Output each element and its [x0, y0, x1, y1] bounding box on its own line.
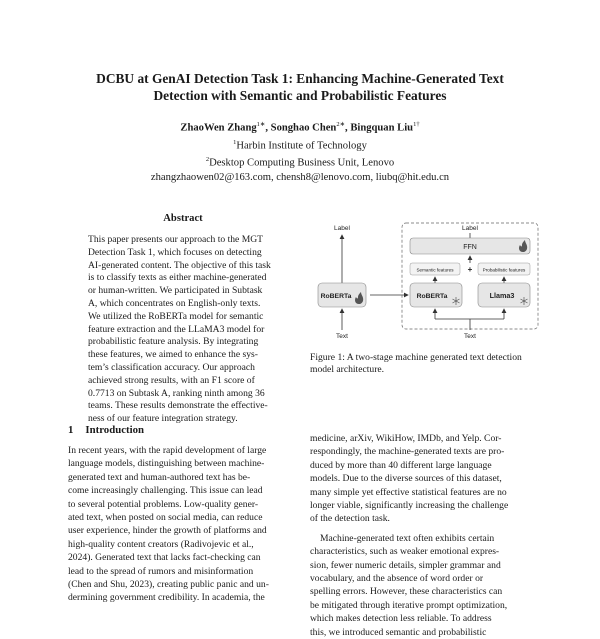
- affiliation-2: [40, 153, 560, 171]
- affiliation-1-text: Harbin Institute of Technology: [236, 140, 367, 152]
- title-line-1: DCBU at GenAI Detection Task 1: Enhancing Machine-Generated Text: [96, 71, 504, 86]
- body-line: In recent years, with the rapid development of large: [68, 445, 267, 456]
- body-line: sion, fewer numeric details, simpler grammar and: [310, 559, 501, 571]
- body-line: characteristics, such as weaker emotional expres-: [310, 546, 500, 558]
- abstract-heading: Abstract: [163, 213, 203, 224]
- body-line: user experience, hinder the growth of platforms and: [68, 525, 267, 537]
- body-line: generated text and human-authored text has be-: [68, 471, 251, 483]
- architecture-diagram: [310, 215, 542, 345]
- caption-line: model architecture.: [310, 364, 385, 376]
- figure-1-caption: [310, 352, 542, 377]
- body-line: of the detection task.: [310, 513, 390, 525]
- body-line: lead to the spread of rumors and misinformation: [68, 565, 254, 577]
- section-1-title: Introduction: [85, 424, 145, 436]
- abstract-line: feature extraction and the LLaMA3 model for: [88, 323, 265, 335]
- section-1-number: 1: [68, 424, 74, 436]
- author-2-sup: 2∗: [336, 121, 346, 128]
- author-3-sup: 1†: [413, 121, 420, 128]
- abstract-line: achieved strong results, with an F1 score of: [88, 374, 255, 386]
- intro-left-column: [68, 444, 300, 605]
- abstract-line: teams. These results demonstrate the effective-: [88, 400, 268, 412]
- title-line-2: Detection with Semantic and Probabilistic Features: [153, 88, 447, 103]
- affiliation-1-sup: 1: [233, 138, 237, 146]
- llama3-text: Llama3: [489, 291, 515, 300]
- semantic-features-text: Semantic features: [416, 267, 454, 273]
- author-emails: zhangzhaowen02@163.com, chensh8@lenovo.com, liubq@hit.edu.cn: [150, 171, 450, 183]
- author-3: Bingquan Liu: [350, 122, 414, 134]
- body-line: ated text, when posted on social media, can reduce: [68, 512, 263, 524]
- body-line: this, we introduced semantic and probabilistic: [310, 626, 487, 638]
- figure-1: [310, 215, 542, 345]
- ffn-text: FFN: [463, 244, 477, 251]
- right-text-label: Text: [464, 333, 476, 340]
- affiliation-2-sup: 2: [205, 156, 210, 164]
- body-line: to several potential problems. Low-quality gener-: [68, 498, 259, 510]
- author-1: ZhaoWen Zhang: [180, 122, 257, 134]
- body-line: 2024). Generated text that lacks fact-checking can: [68, 552, 261, 564]
- right-label-text: Label: [462, 225, 478, 232]
- body-line: longer viable, significantly increasing the challenge: [310, 500, 509, 512]
- intro-right-column: [310, 432, 542, 639]
- plus-sign: +: [467, 265, 473, 274]
- body-line: duced by more than 40 different large language: [310, 459, 492, 471]
- abstract-line: these features, we aimed to enhance the sys-: [88, 349, 258, 361]
- body-line: be mitigated through iterative prompt optimization,: [310, 599, 508, 611]
- body-line: which makes detection less reliable. To address: [310, 613, 492, 625]
- body-line: many simple yet effective statistical features are no: [310, 486, 507, 498]
- author-sep-1: ,: [265, 122, 271, 134]
- section-1-heading: [68, 424, 144, 436]
- abstract-line: tem’s classification accuracy. Our approach: [88, 361, 255, 373]
- body-line: Machine-generated text often exhibits certain: [320, 532, 495, 544]
- body-line: language models, distinguishing between machine-: [68, 458, 265, 470]
- abstract-line: Detection Task 1, which focuses on detecting: [88, 246, 262, 258]
- probabilistic-features-text: Probabilistic features: [482, 267, 526, 273]
- body-line: medicine, arXiv, WikiHow, IMDb, and Yelp. Cor-: [310, 433, 502, 444]
- author-block: [40, 118, 560, 185]
- body-line: high-quality content creators (Radivojevic et al.,: [68, 538, 254, 550]
- author-names: [40, 118, 560, 136]
- paper-title: [40, 70, 560, 104]
- affiliation-1: [40, 136, 560, 154]
- body-line: dermining government credibility. In academia, the: [68, 592, 265, 604]
- abstract-line: AI-generated content. The objective of this task: [88, 259, 271, 271]
- abstract-line: A, which concentrates on English-only texts.: [88, 297, 261, 309]
- body-line: spelling errors. However, these characteristics can: [310, 586, 503, 598]
- left-roberta-text: RoBERTa: [320, 293, 352, 300]
- body-line: respondingly, the machine-generated texts are pro-: [310, 446, 505, 458]
- abstract-line: is to classify texts as either machine-generated: [88, 272, 267, 284]
- abstract-line: or human-written. We participated in Subtask: [88, 285, 263, 297]
- abstract-line: ness of our feature integration strategy.: [88, 413, 238, 425]
- abstract-line: We utilized the RoBERTa model for semantic: [88, 310, 264, 322]
- author-2: Songhao Chen: [270, 122, 337, 134]
- abstract-line: This paper presents our approach to the MGT: [88, 234, 264, 245]
- affiliation-2-text: Desktop Computing Business Unit, Lenovo: [209, 157, 395, 169]
- body-line: models. Due to the diverse sources of this dataset,: [310, 473, 502, 485]
- abstract-line: probabilistic feature analysis. By integrating: [88, 336, 259, 348]
- right-roberta-text: RoBERTa: [416, 293, 448, 300]
- body-line: (Chen and Shu, 2023), creating public panic and un-: [68, 579, 269, 591]
- left-label-text: Label: [334, 225, 350, 232]
- body-line: vocabulary, and the absence of word order or: [310, 573, 484, 585]
- left-text-label: Text: [336, 333, 348, 340]
- caption-line: Figure 1: A two-stage machine generated text detection: [310, 352, 522, 363]
- body-line: come increasingly challenging. This issue can lead: [68, 485, 263, 497]
- abstract-body: [88, 234, 278, 426]
- author-sep-2: ,: [345, 122, 351, 134]
- abstract-line: 0.7713 on Subtask A, ranking ninth among 36: [88, 387, 265, 399]
- author-1-sup: 1∗: [256, 121, 266, 128]
